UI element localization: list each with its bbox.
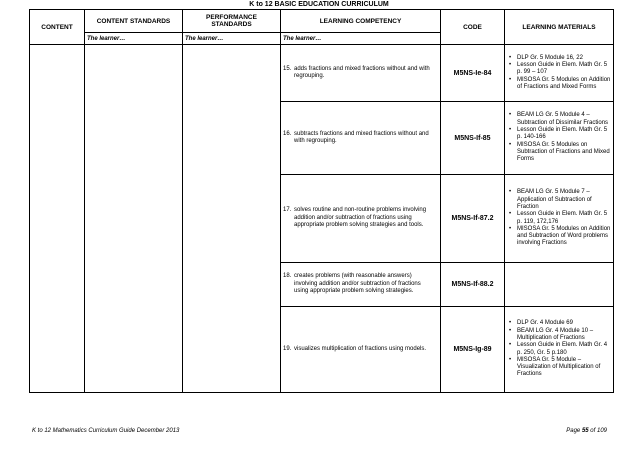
competency-cell: 16. subtracts fractions and mixed fractions without and with regrouping. [281,102,441,175]
code-cell: M5NS-If-88.2 [441,263,505,307]
code-cell: M5NS-Ig-89 [441,307,505,393]
material-item: • BEAM LG Gr. 4 Module 10 – Multiplication of Fractions [517,328,611,343]
materials-cell [505,307,614,393]
material-item: • BEAM LG Gr. 5 Module 7 – Application of Subtraction of Fraction [517,189,611,211]
material-item: • MISOSA Gr. 5 Modules on Addition and Subtraction of Word problems involving Fractions [517,226,611,248]
material-item: • Lesson Guide in Elem. Math Gr. 4 p. 250, Gr. 5 p.180 [517,342,611,357]
subheader-competency: The learner… [281,33,441,45]
code-cell: M5NS-If-87.2 [441,175,505,263]
material-item: • MISOSA Gr. 5 Modules on Subtraction of Fractions and Mixed Forms [517,142,611,164]
competency-cell: 17. solves routine and non-routine problems involving addition and/or subtraction of fractions using appropriate problem solving strategies and tools. [281,175,441,263]
materials-cell [505,263,614,307]
code-cell: M5NS-Ie-84 [441,45,505,102]
content-cell [30,45,85,393]
competency-cell: 19. visualizes multiplication of fractions using models. [281,307,441,393]
materials-cell [505,102,614,175]
document-title: K to 12 BASIC EDUCATION CURRICULUM [249,1,389,8]
footer-guide-name: K to 12 Mathematics Curriculum Guide December 2013 [32,428,180,434]
material-item: • DLP Gr. 5 Module 16, 22 [517,55,611,62]
material-item: • MISOSA Gr. 5 Module – Visualization of Multiplication of Fractions [517,357,611,379]
header-content: CONTENT [30,10,85,45]
subheader-standards: The learner… [85,33,183,45]
performance-cell [183,45,281,393]
page-number: Page 55 of 109 [566,428,607,434]
material-item: • BEAM LG Gr. 5 Module 4 – Subtraction of Dissimilar Fractions [517,112,611,127]
header-learning-materials: LEARNING MATERIALS [505,10,614,45]
header-learning-competency: LEARNING COMPETENCY [281,10,441,33]
header-content-standards: CONTENT STANDARDS [85,10,183,33]
material-item: • MISOSA Gr. 5 Modules on Addition of Fractions and Mixed Forms [517,77,611,92]
code-cell: M5NS-If-85 [441,102,505,175]
competency-cell: 15. adds fractions and mixed fractions without and with regrouping. [281,45,441,102]
competency-cell: 18. creates problems (with reasonable answers) involving addition and/or subtraction of fractions using appropriate problem solving strategies. [281,263,441,307]
material-item: • DLP Gr. 4 Module 69 [517,320,611,327]
header-performance-standards: PERFORMANCE STANDARDS [183,10,281,33]
material-item: • Lesson Guide in Elem. Math Gr. 5 p. 119, 172,176 [517,211,611,226]
subheader-performance: The learner… [183,33,281,45]
material-item: • Lesson Guide in Elem. Math Gr. 5 p. 99 – 107 [517,62,611,77]
materials-cell [505,45,614,102]
curriculum-table [29,9,614,393]
table-row [30,45,614,102]
material-item: • Lesson Guide in Elem. Math Gr. 5 p. 140-166 [517,127,611,142]
header-code: CODE [441,10,505,45]
standards-cell [85,45,183,393]
materials-cell [505,175,614,263]
